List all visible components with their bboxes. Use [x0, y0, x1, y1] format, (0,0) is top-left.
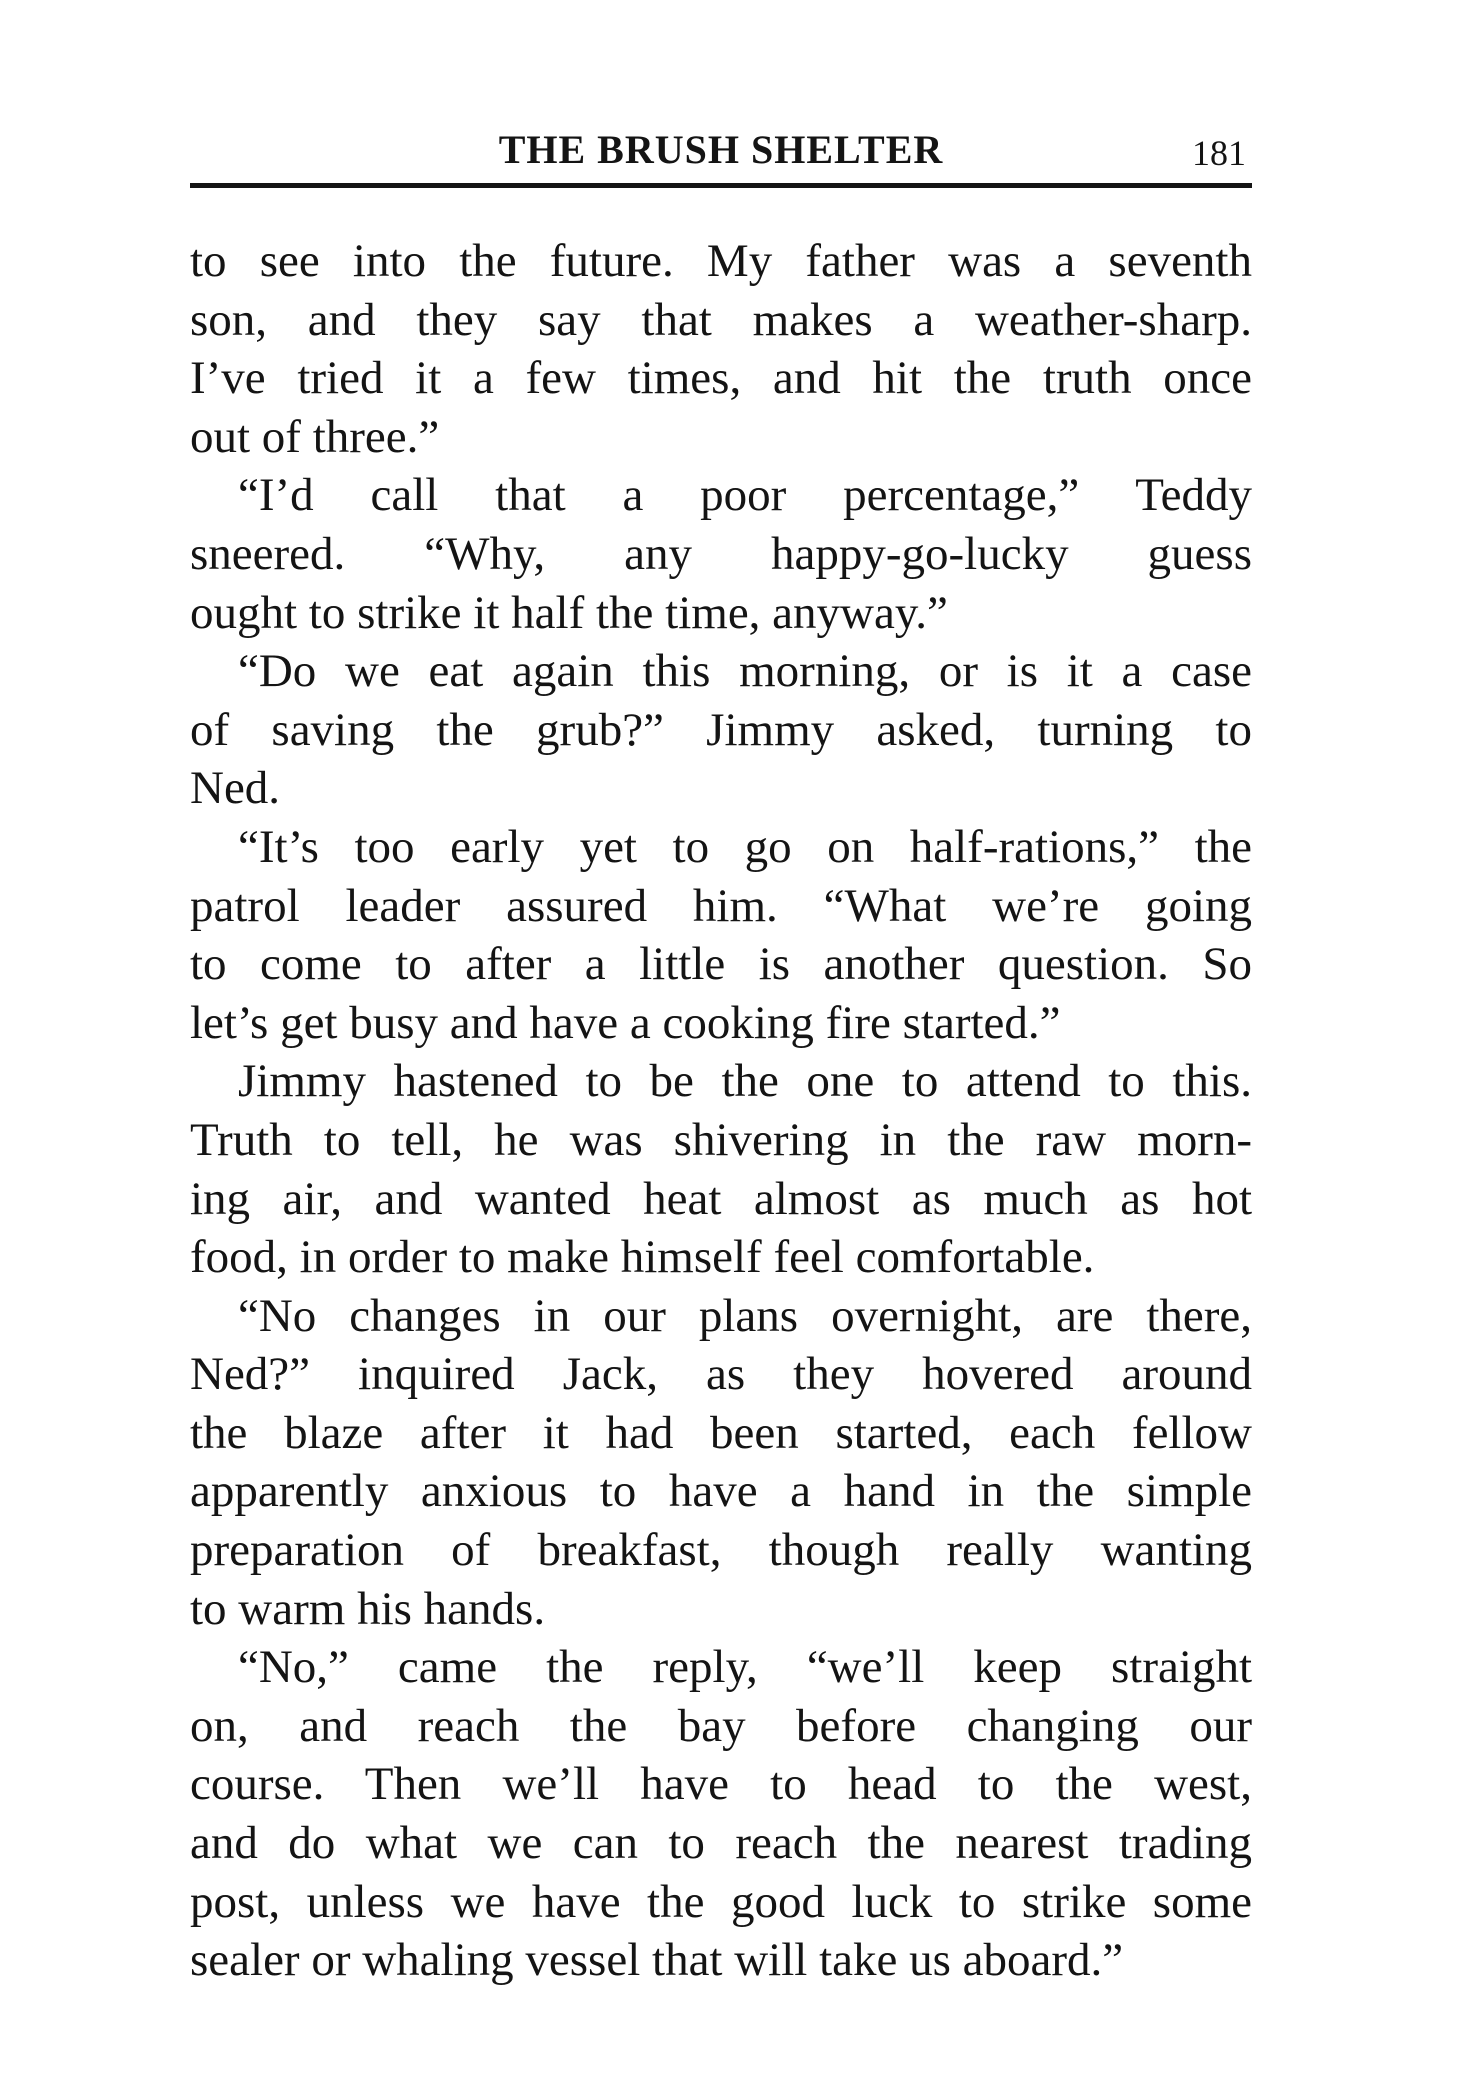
text-line: I’ve tried it a few times, and hit the truth once — [190, 352, 1252, 405]
text-line: “I’d call that a poor percentage,” Teddy — [238, 469, 1252, 522]
text-line: the blaze after it had been started, each fellow — [190, 1406, 1252, 1459]
page-number: 181 — [1192, 133, 1246, 173]
body-text — [190, 232, 1252, 1990]
text-line: sneered. “Why, any happy-go-lucky guess — [190, 527, 1252, 580]
page-header — [190, 118, 1252, 178]
text-line: ing air, and wanted heat almost as much as hot — [190, 1172, 1252, 1225]
text-line: “No changes in our plans overnight, are there, — [238, 1289, 1252, 1342]
text-line: Jimmy hastened to be the one to attend to this. — [238, 1055, 1252, 1108]
text-line: post, unless we have the good luck to strike some — [190, 1875, 1252, 1928]
text-line: and do what we can to reach the nearest trading — [190, 1817, 1252, 1870]
text-line: sealer or whaling vessel that will take us aboard.” — [190, 1934, 1124, 1987]
text-line: apparently anxious to have a hand in the simple — [190, 1465, 1252, 1518]
text-line: Truth to tell, he was shivering in the raw morn- — [190, 1113, 1252, 1166]
text-line: “No,” came the reply, “we’ll keep straight — [238, 1641, 1252, 1694]
text-line: Ned. — [190, 762, 281, 815]
running-title: THE BRUSH SHELTER — [498, 127, 944, 172]
text-line: son, and they say that makes a weather-sharp. — [190, 293, 1252, 346]
text-line: on, and reach the bay before changing our — [190, 1699, 1252, 1752]
text-line: “It’s too early yet to go on half-rations,” the — [238, 820, 1252, 873]
text-line: preparation of breakfast, though really wanting — [190, 1524, 1252, 1577]
text-line: ought to strike it half the time, anyway.” — [190, 586, 948, 639]
text-line: let’s get busy and have a cooking fire started.” — [190, 996, 1061, 1049]
text-line: patrol leader assured him. “What we’re going — [190, 879, 1252, 932]
text-line: to come to after a little is another question. So — [190, 938, 1252, 991]
text-line: to warm his hands. — [190, 1582, 546, 1635]
text-line: “Do we eat again this morning, or is it a case — [238, 645, 1252, 698]
text-line: to see into the future. My father was a seventh — [190, 235, 1252, 287]
text-line: food, in order to make himself feel comfortable. — [190, 1231, 1095, 1284]
text-line: Ned?” inquired Jack, as they hovered around — [190, 1348, 1252, 1401]
text-line: course. Then we’ll have to head to the west, — [190, 1758, 1252, 1811]
text-line: out of three.” — [190, 410, 440, 463]
text-line: of saving the grub?” Jimmy asked, turning to — [190, 703, 1252, 756]
header-rule — [190, 183, 1252, 188]
